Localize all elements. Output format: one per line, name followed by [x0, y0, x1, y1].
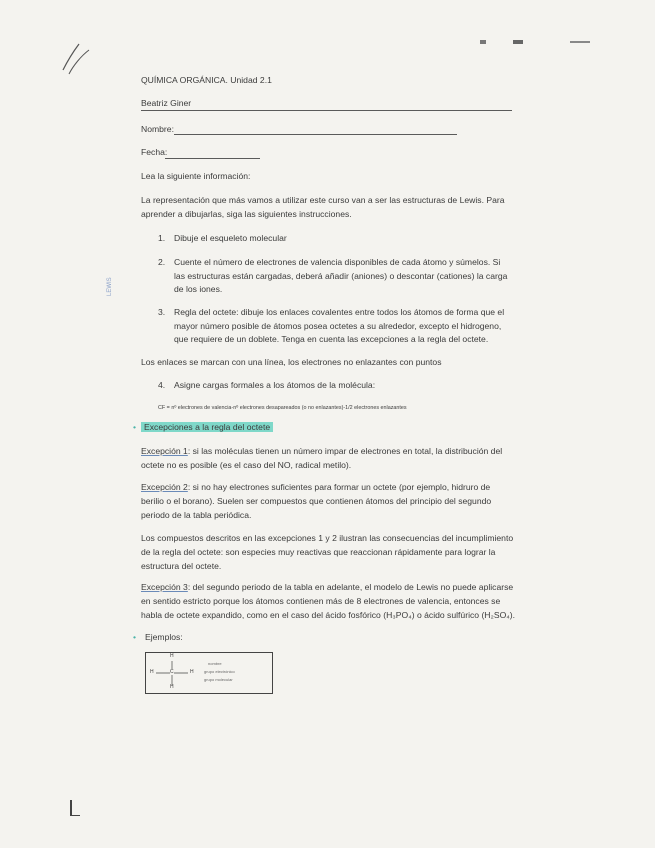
step-number: 2.: [158, 257, 166, 267]
atom-right: H: [190, 669, 194, 675]
step-text: de los iones.: [174, 284, 223, 294]
step-item: [158, 232, 518, 246]
intro-lead: Lea la siguiente información:: [141, 171, 251, 181]
step-text: que requiere de un doblete. Tenga en cuenta las excepciones a la regla del octete.: [174, 334, 489, 344]
legend-item: grupo molecular: [204, 677, 233, 682]
step-text: Dibuje el esqueleto molecular: [174, 233, 287, 243]
exception-1-line: [141, 445, 502, 458]
exception-1-text: : si las moléculas tienen un número impar de electrones en total, la distribución del: [187, 446, 503, 456]
exception-1-label: Excepción 1: [141, 446, 188, 456]
nombre-label: Nombre:: [141, 124, 174, 134]
consequences-line: estructura del octete.: [141, 561, 222, 571]
atom-center: C: [170, 669, 174, 675]
scan-mark: [570, 41, 590, 43]
exceptions-heading-text: Excepciones a la regla del octete: [141, 422, 273, 432]
step-text: mayor número posible de átomos posea octetes a su alrededor, excepto el hidrogeno,: [174, 320, 502, 331]
margin-note: LEWIS: [107, 277, 113, 296]
step-number: 3.: [158, 307, 166, 317]
scan-mark: [480, 40, 486, 44]
scan-mark: [513, 40, 523, 44]
document-title: QUÍMICA ORGÁNICA. Unidad 2.1: [141, 75, 272, 85]
exception-2-line: berilio o el borano). Suelen ser compuestos que contienen átomos del principio del segundo: [141, 496, 492, 506]
scan-mark: [70, 815, 80, 816]
exception-3-line: [141, 581, 513, 594]
pen-stroke: [55, 40, 95, 80]
formal-charge-formula: CF = nº electrones de valencia-nº electrones desapareados (o no enlazantes)-1/2 electrones enlazantes: [158, 405, 407, 411]
legend-item: nombre: [208, 661, 222, 666]
examples-bullet: •: [133, 632, 137, 642]
author-rule: [141, 110, 512, 111]
step-item: [158, 256, 528, 298]
fecha-line: [165, 158, 260, 159]
exception-2-line: periodo de la tabla periódica.: [141, 510, 252, 520]
legend-item: grupo electrónico: [204, 669, 235, 674]
bonds-note: Los enlaces se marcan con una línea, los electrones no enlazantes con puntos: [141, 357, 442, 367]
consequences-line: de la regla del octete: son especies muy reactivas que reaccionan rápidamente para lograr la: [141, 547, 496, 557]
exception-2-text: : si no hay electrones suficientes para formar un octete (por ejemplo, hidruro de: [187, 482, 491, 492]
author-name: Beatriz Giner: [141, 98, 192, 108]
exception-3-text: : del segundo periodo de la tabla en adelante, el modelo de Lewis no puede aplicarse: [187, 582, 514, 592]
atom-bottom: H: [170, 684, 174, 690]
exceptions-bullet: •: [133, 422, 137, 432]
atom-left: H: [150, 669, 154, 675]
atom-top: H: [170, 653, 174, 659]
exception-2-line: [141, 481, 490, 494]
intro-para-line: aprender a dibujarlas, siga las siguientes instrucciones.: [141, 209, 352, 219]
intro-para-line: La representación que más vamos a utilizar este curso van a ser las estructuras de Lewis. Para: [141, 195, 505, 205]
step-text: Regla del octete: dibuje los enlaces covalentes entre todos los átomos de forma que el: [174, 307, 505, 317]
exception-3-line: habla de octete expandido, como en el caso del ácido fosfórico (H₃PO₄) o ácido sulfúrico (H₂SO₄).: [141, 610, 516, 620]
exception-2-label: Excepción 2: [141, 482, 188, 492]
exception-1-line: octete no es posible (es el caso del NO, radical metilo).: [141, 460, 352, 470]
fecha-label: Fecha:: [141, 147, 168, 157]
scan-mark: [70, 800, 72, 816]
step-number: 1.: [158, 233, 166, 243]
step-text: las estructuras están cargadas, deberá añadir (aniones) o descontar (cationes) la carga: [174, 270, 508, 281]
step-item: [158, 379, 518, 393]
step-item: [158, 306, 528, 348]
consequences-line: Los compuestos descritos en las excepciones 1 y 2 ilustran las consecuencias del incumplimiento: [141, 533, 514, 543]
exception-3-label: Excepción 3: [141, 582, 188, 592]
step-number: 4.: [158, 380, 166, 390]
example-box: [145, 652, 273, 694]
exception-3-line: en sentido estricto porque los átomos contienen más de 8 electrones de valencia, entonces se: [141, 596, 501, 606]
exceptions-heading: [141, 421, 273, 434]
step-text: Asigne cargas formales a los átomos de la molécula:: [174, 380, 376, 390]
nombre-line: [174, 134, 457, 135]
step-text: Cuente el número de electrones de valencia disponibles de cada átomo y súmelos. Si: [174, 257, 501, 267]
examples-label: Ejemplos:: [145, 632, 183, 642]
